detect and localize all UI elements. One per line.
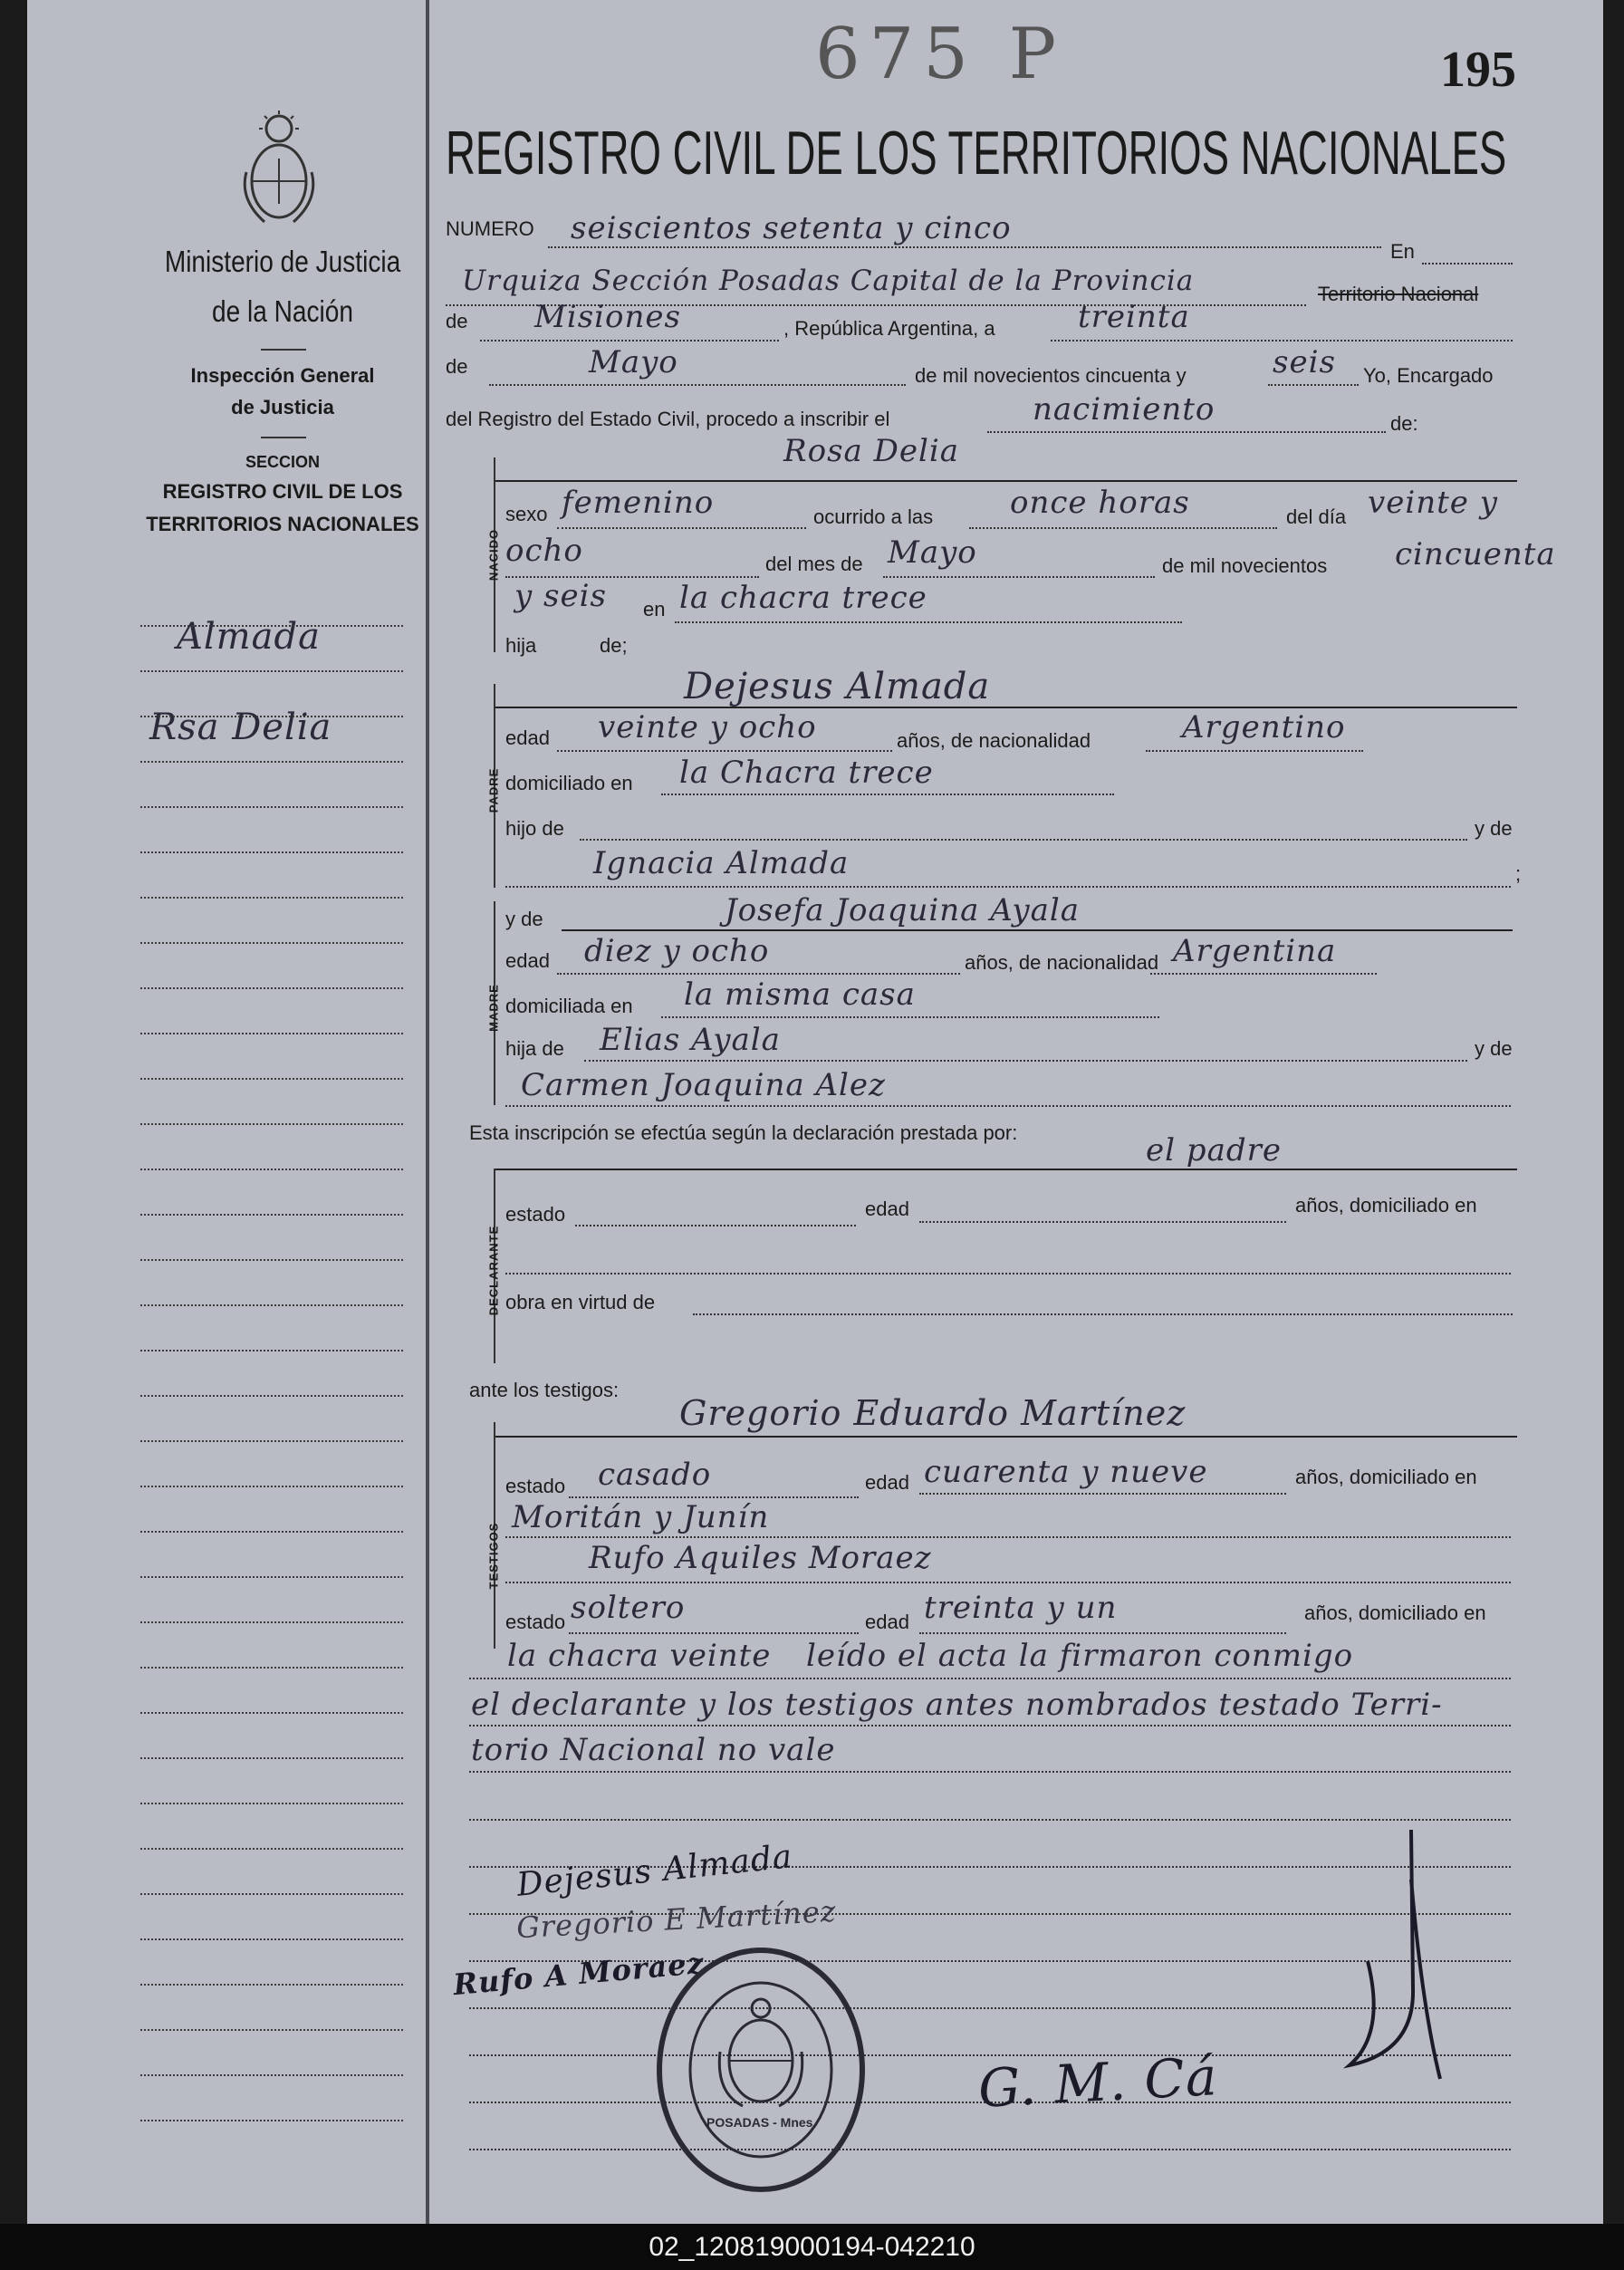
margin-ruled-line [140, 1938, 403, 1940]
scan-reference-footer: 02_120819000194-042210 [0, 2224, 1624, 2270]
de-label: de [446, 310, 468, 332]
inspection-line1: Inspección General [190, 364, 375, 387]
declarante-top-line [494, 1169, 1517, 1170]
province-line [480, 340, 779, 341]
signature-officer: G. M. Cá [976, 2045, 1219, 2120]
declarante-side-label: DECLARANTE [486, 1225, 501, 1316]
margin-ruled-line [140, 1712, 403, 1714]
numero-label: NUMERO [446, 217, 534, 240]
margin-ruled-line [140, 2120, 403, 2121]
officer-signature-flourish-icon [1331, 1825, 1458, 2088]
child-name: Rosa Delia [783, 433, 959, 469]
w1-anos-label: años, domiciliado en [1295, 1466, 1477, 1488]
del-registro-text: del Registro del Estado Civil, procedo a inscribir el [446, 408, 890, 430]
hour-value: once horas [1010, 485, 1190, 521]
mother-anos-label: años, de nacionalidad [965, 951, 1159, 974]
margin-ruled-line [140, 1984, 403, 1986]
sexo-value: femenino [562, 485, 715, 521]
margin-ruled-line [140, 1531, 403, 1533]
declaracion-text: Esta inscripción se efectúa según la declaración prestada por: [469, 1121, 1018, 1144]
section-line1: REGISTRO CIVIL DE LOS [162, 480, 403, 503]
day-line [1051, 340, 1513, 341]
month-line [489, 384, 906, 386]
section-line2: TERRITORIOS NACIONALES [146, 513, 419, 535]
margin-ruled-line [140, 2029, 403, 2031]
birth-place-value: la chacra trece [679, 580, 927, 616]
birth-day-value: veinte y [1368, 485, 1498, 521]
mother-hija-line [584, 1060, 1467, 1062]
w1-edad-line [919, 1493, 1286, 1495]
w1-edad-value: cuarenta y nueve [924, 1454, 1208, 1490]
obra-label: obra en virtud de [505, 1291, 656, 1313]
ministry-line1: Ministerio de Justicia [164, 245, 401, 278]
register-title: REGISTRO CIVIL DE LOS TERRITORIOS NACIONALES [446, 119, 1507, 188]
coat-of-arms-icon [237, 109, 321, 236]
closing-rule1 [469, 1678, 1511, 1679]
father-dom-line [661, 794, 1114, 795]
mother-edad-line [557, 973, 960, 975]
closing-line1: leído el acta la firmaron conmigo [806, 1638, 1354, 1674]
yo-label: Yo, Encargado [1363, 364, 1494, 387]
declarante-estado-label: estado [505, 1203, 566, 1226]
margin-ruled-line [140, 851, 403, 853]
father-y-de-label: y de [1475, 817, 1513, 840]
mother-hija-label: hija de [505, 1037, 564, 1060]
w1-edad-label: edad [865, 1471, 909, 1494]
margin-ruled-line [140, 1893, 403, 1895]
official-seal-icon [652, 1943, 870, 2197]
margin-ruled-line [140, 670, 403, 672]
signature-declarant: Dejesus Almada [514, 1838, 795, 1904]
en-label: En [1390, 240, 1415, 263]
margin-ruled-line [140, 1576, 403, 1578]
mother-name: Josefa Joaquina Ayala [725, 892, 1081, 928]
witness2-line [505, 1582, 1511, 1583]
inspection-line2: de Justicia [231, 396, 334, 418]
closing-rule2 [469, 1725, 1511, 1727]
margin-ruled-line [140, 1757, 403, 1759]
mother-parent1: Elias Ayala [600, 1022, 781, 1058]
declarante-dom-line [505, 1273, 1511, 1274]
sexo-label: sexo [505, 503, 548, 525]
de2-label: de [446, 355, 468, 378]
hour-line [969, 527, 1277, 529]
father-edad-label: edad [505, 726, 550, 749]
father-edad-value: veinte y ocho [598, 709, 817, 745]
mil-label: de mil novecientos cincuenta y [915, 364, 1187, 387]
mother-name-line [562, 929, 1513, 931]
mother-dom-value: la misma casa [684, 976, 916, 1013]
father-name: Dejesus Almada [684, 666, 991, 707]
margin-ruled-line [140, 1123, 403, 1125]
birth-month-line [883, 576, 1155, 578]
w2-edad-value: treinta y un [924, 1590, 1118, 1626]
margin-ruled-line [140, 1350, 403, 1351]
month-value: Mayo [589, 344, 678, 380]
witness1-name: Gregorio Eduardo Martínez [679, 1393, 1187, 1433]
margin-ruled-line [140, 1304, 403, 1306]
declarante-anos-label: años, domiciliado en [1295, 1194, 1477, 1217]
w1-estado-label: estado [505, 1475, 566, 1497]
margin-ruled-line [140, 806, 403, 808]
father-edad-line [557, 750, 892, 752]
margin-ruled-line [140, 1803, 403, 1804]
birth-place-line [675, 621, 1182, 623]
birth-year-value-cont: y seis [514, 578, 607, 614]
margin-ruled-line [140, 1621, 403, 1623]
w2-edad-line [919, 1632, 1286, 1634]
testigos-side-label: TESTIGOS [486, 1522, 501, 1590]
sexo-line [557, 527, 806, 529]
act-line [987, 431, 1386, 433]
de3-label: de: [1390, 412, 1418, 435]
obra-line [693, 1313, 1513, 1315]
hijo-de-label: de; [600, 634, 628, 657]
margin-ruled-line [140, 1259, 403, 1261]
nacido-side-label: NACIDO [486, 528, 501, 582]
margin-ruled-line [140, 942, 403, 944]
birth-day-value-cont: ocho [505, 533, 583, 569]
father-parent-value: Ignacia Almada [593, 845, 850, 881]
ministry-line2: de la Nación [212, 294, 353, 328]
place-value: Urquiza Sección Posadas Capital de la Provincia [462, 265, 1195, 297]
signature-ruled-line [469, 1819, 1511, 1821]
ministry-rule [261, 349, 306, 351]
margin-ruled-line [140, 1667, 403, 1669]
birth-en-label: en [643, 598, 666, 620]
declarante-estado-line [575, 1225, 856, 1226]
madre-side-label: MADRE [486, 984, 501, 1032]
mother-nat-line [1150, 973, 1377, 975]
w1-dom-line [505, 1536, 1511, 1538]
margin-ruled-line [140, 2074, 403, 2076]
w1-dom-value: Moritán y Junín [512, 1499, 770, 1535]
page-number: 195 [1440, 42, 1516, 98]
province-value: Misiones [534, 299, 681, 335]
w1-estado-line [569, 1496, 859, 1498]
w2-estado-line [569, 1632, 859, 1634]
seal-bottom-text: POSADAS - Mnes. [706, 2115, 817, 2130]
mother-nat-value: Argentina [1173, 933, 1337, 969]
mother-dom-line [661, 1016, 1159, 1018]
w1-estado-value: casado [598, 1457, 712, 1493]
closing-line2: el declarante y los testigos antes nombrados testado Terri- [471, 1687, 1443, 1723]
margin-ruled-line [140, 625, 403, 627]
mil2-label: de mil novecientos [1162, 554, 1328, 577]
mother-edad-label: edad [505, 949, 550, 972]
father-nat-value: Argentino [1182, 709, 1346, 745]
nacido-top-line [494, 480, 1517, 482]
numero-value: seiscientos setenta y cinco [571, 210, 1012, 246]
inspection-rule [261, 437, 306, 438]
signature-witness1: Gregorio E Martínez [515, 1893, 838, 1946]
w2-anos-label: años, domiciliado en [1304, 1602, 1486, 1624]
margin-ruled-line [140, 1395, 403, 1397]
margin-ruled-line [140, 987, 403, 989]
mother-edad-value: diez y ocho [584, 933, 770, 969]
republica-label: , República Argentina, a [783, 317, 995, 340]
w2-edad-label: edad [865, 1611, 909, 1633]
father-nat-line [1146, 750, 1363, 752]
closing-line3: torio Nacional no vale [471, 1732, 836, 1768]
mother-parent2-line [505, 1105, 1511, 1107]
margin-ruled-line [140, 1214, 403, 1216]
father-hijo-label: hijo de [505, 817, 564, 840]
margin-ruled-line [140, 1848, 403, 1850]
hijo-label: hija [505, 634, 537, 657]
margin-ruled-line [140, 716, 403, 717]
margin-ruled-line [140, 1169, 403, 1170]
testigos-top-line [494, 1436, 1517, 1438]
father-anos-label: años, de nacionalidad [897, 729, 1091, 752]
witness2-name: Rufo Aquiles Moraez [589, 1540, 932, 1576]
year-value: seis [1273, 344, 1336, 380]
birth-year-value: cincuenta [1395, 536, 1556, 572]
declarante-edad-label: edad [865, 1198, 909, 1220]
en-line [1422, 263, 1513, 265]
register-page [27, 0, 1603, 2224]
declarante-edad-line [919, 1221, 1286, 1223]
signature-ruled-line [469, 2149, 1511, 2150]
margin-ruled-line [140, 1033, 403, 1034]
del-dia-label: del día [1286, 505, 1347, 528]
testigos-label: ante los testigos: [469, 1379, 620, 1401]
birth-month-value: Mayo [888, 534, 977, 571]
father-semicolon: ; [1515, 862, 1522, 885]
territorio-label-struck: Territorio Nacional [1318, 283, 1479, 305]
margin-ruled-line [140, 1078, 403, 1080]
year-line [1268, 384, 1359, 386]
padre-side-label: PADRE [486, 767, 501, 813]
margin-ruled-line [140, 1486, 403, 1487]
mother-parent2: Carmen Joaquina Alez [521, 1067, 886, 1103]
margin-ruled-line [140, 897, 403, 899]
mother-y-de-label: y de [505, 908, 543, 930]
father-dom-label: domiciliado en [505, 772, 633, 794]
padre-top-line [494, 707, 1517, 708]
archive-stamp-number: 675 P [815, 14, 1066, 95]
father-dom-value: la Chacra trece [679, 755, 934, 791]
w2-estado-label: estado [505, 1611, 566, 1633]
act-value: nacimiento [1033, 391, 1216, 428]
margin-ruled-line [140, 1440, 403, 1442]
mother-dom-label: domiciliada en [505, 995, 633, 1017]
section-label: SECCION [245, 453, 320, 471]
w2-estado-value: soltero [571, 1590, 686, 1626]
margin-surname: Almada [177, 616, 321, 658]
father-hijo-line [580, 839, 1467, 841]
ocurrido-label: ocurrido a las [813, 505, 934, 528]
father-parent-line [505, 886, 1511, 888]
margin-divider [426, 0, 429, 2224]
closing-rule3 [469, 1771, 1511, 1773]
numero-line [548, 246, 1381, 248]
mother-y-de2-label: y de [1475, 1037, 1513, 1060]
mes-label: del mes de [765, 553, 863, 575]
declaracion-by: el padre [1146, 1132, 1282, 1169]
margin-given-name: Rsa Delia [149, 707, 332, 748]
margin-ruled-line [140, 761, 403, 763]
w2-dom-value: la chacra veinte [507, 1638, 772, 1674]
day-value: treinta [1078, 299, 1190, 335]
signature-witness2: Rufo A Moraez [451, 1945, 706, 2003]
